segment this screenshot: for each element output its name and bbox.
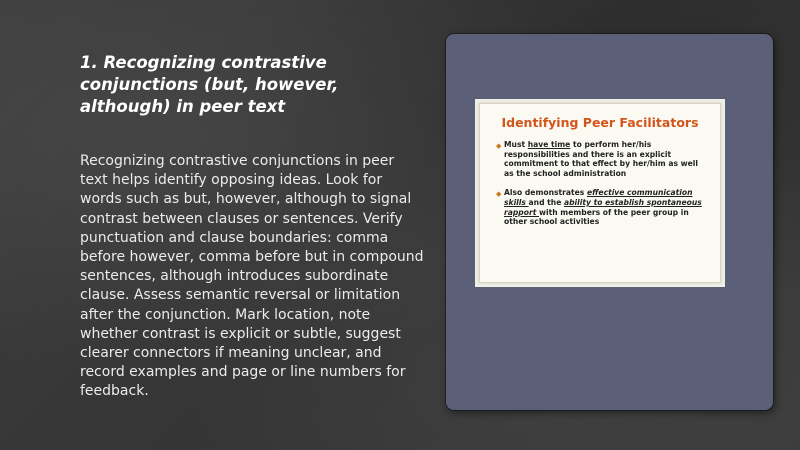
embedded-slide-title: Identifying Peer Facilitators [501,115,699,130]
embedded-slide-content [479,103,721,283]
embedded-bullet-text: Also demonstrates effective communication skills and the ability to establish spontaneous rapport with members of the peer group in other school activities [504,188,702,227]
embedded-bullet-1 [496,140,710,178]
slide-title: 1. Recognizing contrastive conjunctions (but, however, although) in peer text [80,53,339,116]
diamond-bullet-icon: ◆ [496,190,502,199]
slide-body-text: Recognizing contrastive conjunctions in peer text helps identify opposing ideas. Look for words such as but, however, although to signal contrast between clauses or sentences. Verify punctuation and clause boundaries: comma before however, comma before but in compound sentences, although introduces subordinate clause. Assess semantic reversal or limitation after the conjunction. Mark location, note whether contrast is explicit or subtle, suggest clearer connectors if meaning unclear, and record examples and page or line numbers for feedback. [80,153,424,400]
embedded-bullet-text: Must have time to perform her/his responsibilities and there is an explicit commitment to that effect by her/him as well as the school administration [504,140,699,178]
diamond-bullet-icon: ◆ [496,142,502,150]
embedded-bullet-2 [496,188,710,226]
embedded-slide-image [475,99,725,287]
